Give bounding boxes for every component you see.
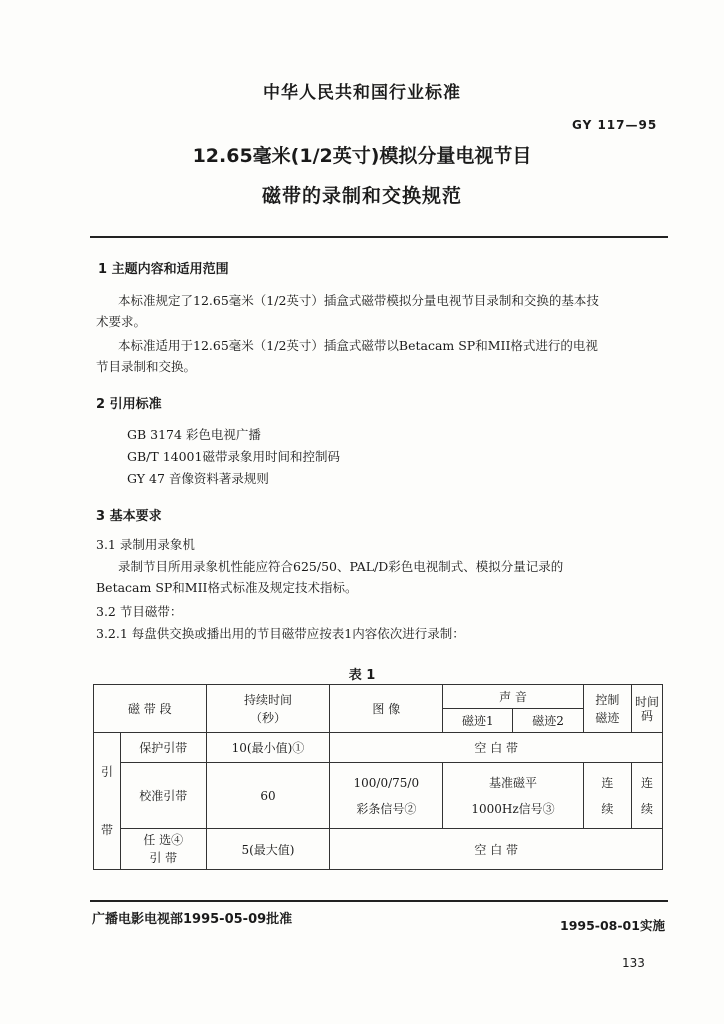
header-duration: 持续时间 （秒） bbox=[206, 685, 330, 733]
page-number: 133 bbox=[622, 956, 645, 970]
section-1-para1-line2: 术要求。 bbox=[96, 314, 147, 329]
table-row bbox=[94, 763, 663, 829]
effective-date: 1995-08-01实施 bbox=[560, 918, 665, 933]
section-1-para1-line1: 本标准规定了12.65毫米（1/2英寸）插盒式磁带模拟分量电视节目录制和交换的基本技 bbox=[118, 293, 599, 308]
section-1-heading: 1 主题内容和适用范围 bbox=[98, 262, 229, 277]
row-calib-audio: 基准磁平 1000Hz信号③ bbox=[443, 763, 583, 829]
row-calib-duration: 60 bbox=[206, 763, 330, 829]
row-optional-name: 任 选④ 引 带 bbox=[121, 829, 207, 870]
issuer-heading: 中华人民共和国行业标准 bbox=[263, 83, 461, 103]
header-control-track: 控制 磁迹 bbox=[583, 685, 631, 733]
section-1-para2-line2: 节目录制和交换。 bbox=[96, 359, 197, 374]
section-3-heading: 3 基本要求 bbox=[96, 509, 162, 524]
row-calib-timecode: 连 续 bbox=[632, 763, 663, 829]
section-2-heading: 2 引用标准 bbox=[96, 397, 162, 412]
standard-code: GY 117—95 bbox=[572, 118, 658, 132]
row-calib-control: 连 续 bbox=[583, 763, 631, 829]
document-title-line1: 12.65毫米(1/2英寸)模拟分量电视节目 bbox=[192, 145, 532, 167]
section-3-1-heading: 3.1 录制用录象机 bbox=[96, 537, 195, 552]
header-timecode: 时间码 bbox=[632, 685, 663, 733]
header-audio: 声 音 bbox=[443, 685, 583, 709]
table-row bbox=[94, 829, 663, 870]
header-divider bbox=[90, 236, 668, 238]
header-segment: 磁 带 段 bbox=[94, 685, 207, 733]
section-1-para2-line1: 本标准适用于12.65毫米（1/2英寸）插盒式磁带以Betacam SP和MII格式进行的电视 bbox=[118, 338, 598, 353]
row-protect-duration: 10(最小值)① bbox=[206, 733, 330, 763]
reference-item: GB 3174 彩色电视广播 bbox=[127, 427, 261, 442]
approval-date: 广播电影电视部1995-05-09批准 bbox=[92, 912, 293, 927]
reference-item: GB/T 14001磁带录象用时间和控制码 bbox=[127, 449, 340, 464]
header-image: 图 像 bbox=[330, 685, 443, 733]
group-label-leader: 引 带 bbox=[94, 733, 121, 870]
row-optional-content: 空 白 带 bbox=[330, 829, 663, 870]
footer-divider bbox=[90, 900, 668, 902]
section-3-2-heading: 3.2 节目磁带： bbox=[96, 604, 183, 619]
table-row bbox=[94, 733, 663, 763]
row-optional-duration: 5(最大值) bbox=[206, 829, 330, 870]
header-track-1: 磁迹1 bbox=[443, 709, 513, 733]
section-3-2-1-text: 3.2.1 每盘供交换或播出用的节目磁带应按表1内容依次进行录制： bbox=[96, 626, 465, 641]
document-title-line2: 磁带的录制和交换规范 bbox=[261, 185, 462, 207]
section-3-1-text-line1: 录制节目所用录象机性能应符合625/50、PAL/D彩色电视制式、模拟分量记录的 bbox=[118, 559, 564, 574]
row-protect-name: 保护引带 bbox=[121, 733, 207, 763]
row-calib-name: 校准引带 bbox=[121, 763, 207, 829]
header-track-2: 磁迹2 bbox=[513, 709, 583, 733]
table-caption: 表 1 bbox=[348, 668, 376, 683]
table-1 bbox=[93, 684, 663, 870]
reference-item: GY 47 音像资料著录规则 bbox=[127, 471, 269, 486]
section-3-1-text-line2: Betacam SP和MII格式标准及规定技术指标。 bbox=[96, 580, 358, 595]
row-calib-image: 100/0/75/0 彩条信号② bbox=[330, 763, 443, 829]
row-protect-content: 空 白 带 bbox=[330, 733, 663, 763]
